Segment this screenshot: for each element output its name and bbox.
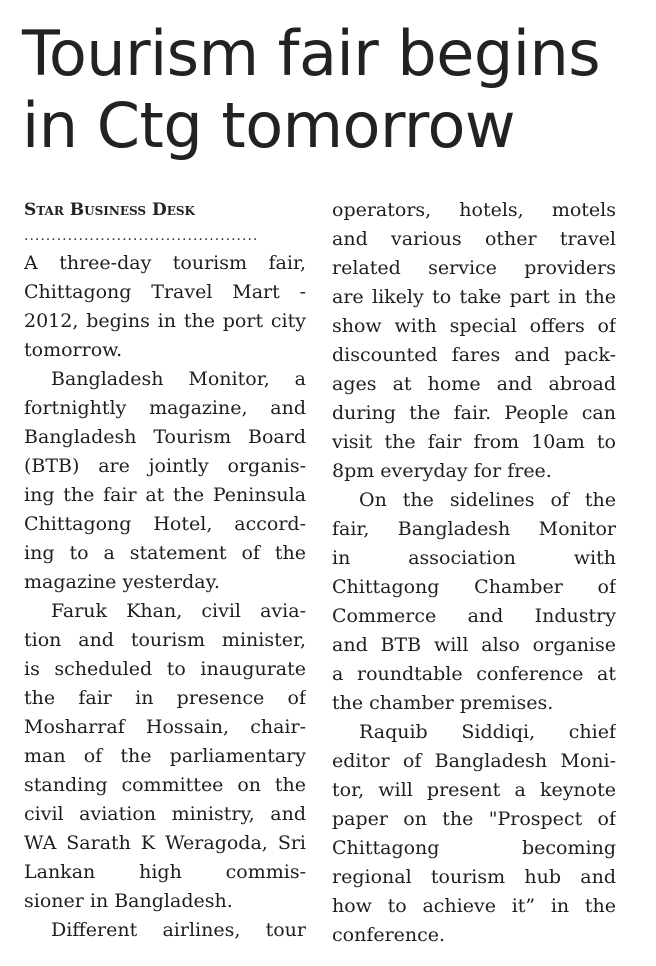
right-column (332, 196, 616, 950)
text-line: man of the parliamentary (24, 745, 306, 767)
text-line: conference. (332, 924, 446, 946)
text-line: Bangladesh Monitor, a (51, 368, 306, 390)
text-line: ages at home and abroad (332, 373, 616, 395)
text-line: and various other travel (332, 228, 616, 250)
text-line: fortnightly magazine, and (24, 397, 306, 419)
text-line: Raquib Siddiqi, chief (359, 721, 616, 743)
text-line: Faruk Khan, civil avia- (51, 600, 306, 622)
headline-line: Tourism fair begins (22, 17, 601, 90)
text-line: On the sidelines of the (359, 489, 616, 511)
paragraph-keynote (332, 718, 616, 950)
text-line: are likely to take part in the (332, 286, 616, 308)
text-line: tomorrow. (24, 339, 123, 361)
text-line: editor of Bangladesh Moni- (332, 750, 616, 772)
text-line: in association with (332, 547, 616, 569)
text-line: how to achieve it” in the (332, 895, 616, 917)
text-line: ing to a statement of the (24, 542, 306, 564)
text-line: 2012, begins in the port city (24, 310, 306, 332)
text-line: is scheduled to inaugurate (24, 658, 306, 680)
byline: Star Business Desk (24, 200, 195, 220)
text-line: 8pm everyday for free. (332, 460, 552, 482)
text-line: Different airlines, tour (51, 919, 306, 941)
text-line: Chittagong Travel Mart - (24, 281, 306, 303)
paragraph-airlines-cont (332, 196, 616, 486)
text-line: Chittagong becoming (332, 837, 616, 859)
text-line: a roundtable conference at (332, 663, 616, 685)
text-line: show with special offers of (332, 315, 616, 337)
text-line: tion and tourism minister, (24, 629, 306, 651)
paragraph-intro (24, 249, 306, 365)
paragraph-airlines-start (24, 916, 306, 945)
headline-line: in Ctg tomorrow (22, 89, 516, 162)
left-column-body (24, 249, 306, 945)
text-line: tor, will present a keynote (332, 779, 616, 801)
text-line: and BTB will also organise (332, 634, 616, 656)
text-line: visit the fair from 10am to (332, 431, 616, 453)
text-line: Commerce and Industry (332, 605, 616, 627)
text-line: ing the fair at the Peninsula (24, 484, 306, 506)
text-line: paper on the "Prospect of (332, 808, 616, 830)
left-column (24, 196, 306, 945)
text-line: standing committee on the (24, 774, 306, 796)
text-line: WA Sarath K Weragoda, Sri (24, 832, 306, 854)
text-line: sioner in Bangladesh. (24, 890, 233, 912)
text-line: civil aviation ministry, and (24, 803, 306, 825)
text-line: magazine yesterday. (24, 571, 220, 593)
text-line: Mosharraf Hossain, chair- (24, 716, 306, 738)
text-line: operators, hotels, motels (332, 199, 616, 221)
text-line: discounted fares and pack- (332, 344, 616, 366)
paragraph-roundtable (332, 486, 616, 718)
text-line: regional tourism hub and (332, 866, 616, 888)
text-line: (BTB) are jointly organis- (24, 455, 306, 477)
text-line: Bangladesh Tourism Board (24, 426, 306, 448)
text-line: Chittagong Chamber of (332, 576, 616, 598)
text-line: the chamber premises. (332, 692, 554, 714)
text-line: Chittagong Hotel, accord- (24, 513, 306, 535)
paragraph-inauguration (24, 597, 306, 916)
text-line: A three-day tourism fair, (24, 252, 306, 274)
right-column-body (332, 196, 616, 950)
text-line: related service providers (332, 257, 616, 279)
text-line: during the fair. People can (332, 402, 616, 424)
paragraph-organisers (24, 365, 306, 597)
byline-separator: ........................................... (24, 228, 259, 244)
headline (22, 18, 652, 162)
text-line: fair, Bangladesh Monitor (332, 518, 616, 540)
text-line: the fair in presence of (24, 687, 306, 709)
text-line: Lankan high commis- (24, 861, 306, 883)
